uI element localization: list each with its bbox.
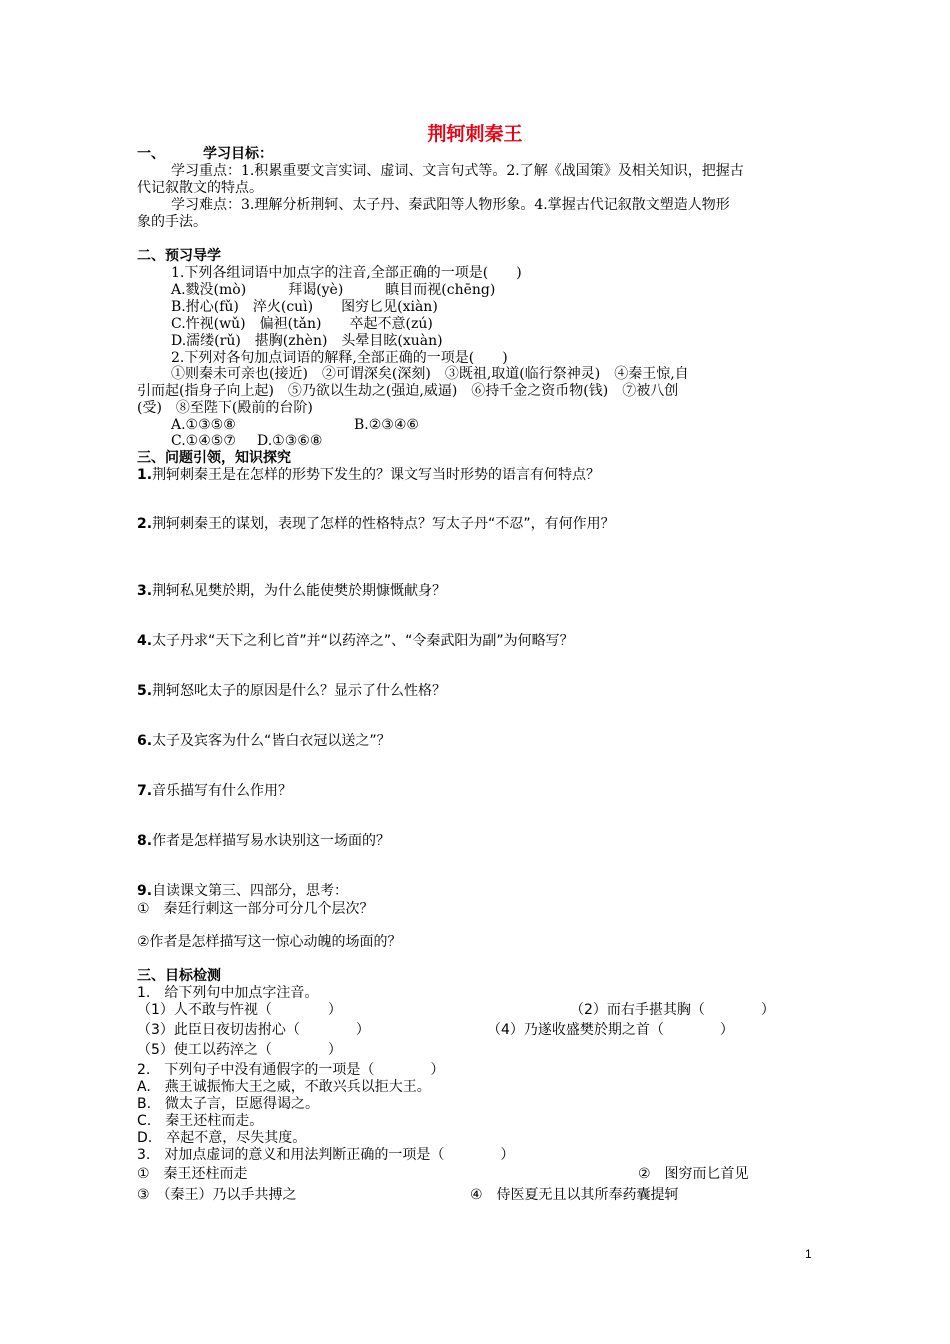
q1-option-b: B.拊心(fǔ) 淬火(cuì) 图穷匕见(xiàn) <box>171 299 438 315</box>
section-3-heading: 三、问题引领，知识探究 <box>137 450 291 466</box>
test-q3-option-1: ① 秦王还柱而走 <box>137 1166 248 1182</box>
inquiry-question-1: 1.荆轲刺秦王是在怎样的形势下发生的？课文写当时形势的语言有何特点？ <box>137 467 601 483</box>
difficulty-line-1: 学习难点：3.理解分析荆轲、太子丹、秦武阳等人物形象。4.掌握古代记叙散文塑造人物形 <box>171 197 730 213</box>
inquiry-question-5: 5.荆轲怒叱太子的原因是什么？显示了什么性格？ <box>137 683 447 699</box>
section-1-heading: 学习目标： <box>203 146 273 162</box>
page-number: 1 <box>805 1247 812 1261</box>
inquiry-question-6: 6.太子及宾客为什么“皆白衣冠以送之”？ <box>137 733 391 749</box>
section-2-heading: 二、预习导学 <box>137 248 221 264</box>
test-q2-option-b: B. 微太子言，臣愿得谒之。 <box>137 1096 320 1112</box>
test-question-2: 2. 下列句子中没有通假字的一项是（ ） <box>137 1062 445 1078</box>
test-q3-option-3: ③ （秦王）乃以手共搏之 <box>137 1187 297 1203</box>
test-q3-option-4: ④ 侍医夏无且以其所奉药囊提轲 <box>470 1187 679 1203</box>
q1-option-d: D.濡缕(rǔ) 揕胸(zhèn) 头晕目眩(xuàn) <box>171 333 443 349</box>
test-question-1: 1. 给下列句中加点字注音。 <box>137 985 319 1001</box>
preview-question-1: 1.下列各组词语中加点字的注音,全部正确的一项是( ) <box>171 265 522 281</box>
test-question-3: 3. 对加点虚词的意义和用法判断正确的一项是（ ） <box>137 1147 515 1163</box>
focus-line-2: 代记叙散文的特点。 <box>137 180 263 196</box>
q2-line-2: 引而起(指身子向上起) ⑤乃欲以生劫之(强迫,威逼) ⑥持千金之资币物(钱) ⑦被八创 <box>137 383 679 399</box>
test-item-3: （3）此臣日夜切齿拊心（ ） <box>137 1022 370 1038</box>
test-item-4: （4）乃遂收盛樊於期之首（ ） <box>487 1022 734 1038</box>
test-q2-option-d: D. 卒起不意，尽失其度。 <box>137 1130 307 1146</box>
test-item-1: （1）人不敢与忤视（ ） <box>137 1002 342 1018</box>
difficulty-line-2: 象的手法。 <box>137 214 207 230</box>
test-item-5: （5）使工以药淬之（ ） <box>137 1042 342 1058</box>
test-q2-option-a: A. 燕王诚振怖大王之威，不敢兴兵以拒大王。 <box>137 1079 431 1095</box>
test-q3-option-2: ② 图穷而匕首见 <box>638 1166 749 1182</box>
page-title: 荆轲刺秦王 <box>427 123 523 145</box>
inquiry-question-2: 2.荆轲刺秦王的谋划，表现了怎样的性格特点？写太子丹“不忍”，有何作用？ <box>137 516 615 532</box>
focus-line-1: 学习重点：1.积累重要文言实词、虚词、文言句式等。2.了解《战国策》及相关知识，把握古 <box>171 163 744 179</box>
q1-option-c: C.忤视(wǔ) 偏袒(tǎn) 卒起不意(zú) <box>171 316 433 332</box>
inquiry-question-7: 7.音乐描写有什么作用？ <box>137 783 293 799</box>
test-item-2: （2）而右手揕其胸（ ） <box>570 1002 775 1018</box>
inquiry-question-4: 4.太子丹求“天下之利匕首”并“以药淬之”、“令秦武阳为副”为何略写？ <box>137 633 574 649</box>
section-4-heading: 三、目标检测 <box>137 968 221 984</box>
q2-option-d: D.①③⑥⑧ <box>257 433 323 449</box>
inquiry-question-8: 8.作者是怎样描写易水诀别这一场面的？ <box>137 833 391 849</box>
q2-line-3: (受) ⑧至陛下(殿前的台阶) <box>137 400 313 416</box>
q2-option-a: A.①③⑤⑧ <box>171 417 236 433</box>
q1-option-a: A.戮没(mò) 拜谒(yè) 瞋目而视(chēng) <box>171 282 496 298</box>
q2-line-1: ①则秦未可亲也(接近) ②可谓深矣(深刻) ③既祖,取道(临行祭神灵) ④秦王惊,自 <box>171 366 689 382</box>
q2-option-b: B.②③④⑥ <box>354 417 419 433</box>
preview-question-2: 2.下列对各句加点词语的解释,全部正确的一项是( ) <box>171 350 508 366</box>
inquiry-sub-2: ②作者是怎样描写这一惊心动魄的场面的？ <box>137 934 402 950</box>
section-1-number: 一、 <box>137 146 165 162</box>
inquiry-question-3: 3.荆轲私见樊於期，为什么能使樊於期慷慨献身？ <box>137 583 447 599</box>
test-q2-option-c: C. 秦王还柱而走。 <box>137 1113 264 1129</box>
inquiry-sub-1: ① 秦廷行刺这一部分可分几个层次？ <box>137 901 374 917</box>
inquiry-question-9: 9.自读课文第三、四部分，思考： <box>137 883 349 899</box>
q2-option-c: C.①④⑤⑦ <box>171 433 236 449</box>
